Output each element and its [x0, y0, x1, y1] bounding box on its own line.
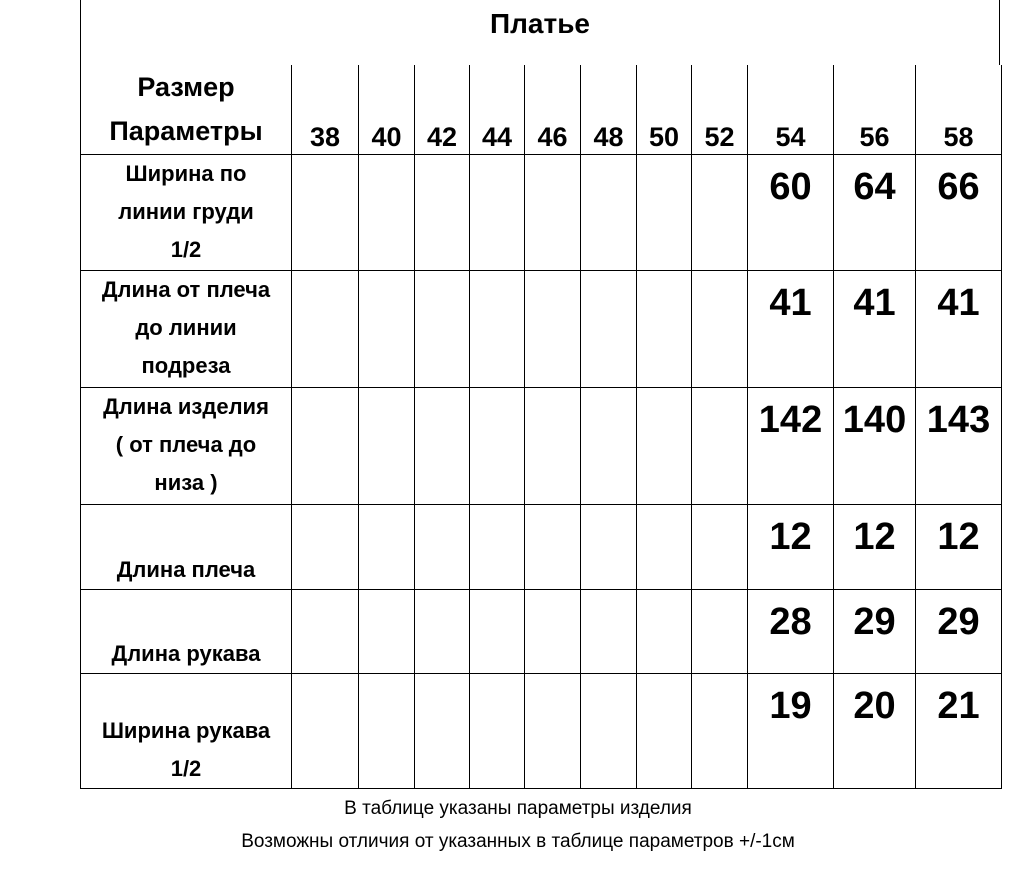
table-row: [81, 154, 1002, 270]
value-cell: 41: [834, 270, 916, 387]
param-label-line: Длина изделия: [103, 393, 269, 419]
value-cell: [525, 589, 581, 673]
value-cell: [525, 504, 581, 589]
value-cell: 29: [916, 589, 1002, 673]
value-cell: 20: [834, 673, 916, 788]
value-cell: 12: [834, 504, 916, 589]
size-chart: [80, 0, 1000, 792]
value-cell: [692, 504, 748, 589]
value-cell: [581, 270, 637, 387]
table-row: [81, 589, 1002, 673]
param-label-line: Длина от плеча: [101, 276, 271, 302]
param-label-line: до линии: [135, 314, 237, 340]
size-header: 44: [470, 65, 525, 154]
value-cell: [637, 589, 692, 673]
value-cell: [359, 504, 415, 589]
value-cell: [415, 387, 470, 504]
value-cell: 21: [916, 673, 1002, 788]
value-cell: [292, 673, 359, 788]
value-cell: [581, 589, 637, 673]
title-cell: [80, 0, 1000, 65]
value-cell: [637, 270, 692, 387]
header-row: [81, 65, 1002, 154]
value-cell: [415, 504, 470, 589]
value-cell: [581, 504, 637, 589]
table-title: Платье: [490, 8, 590, 39]
value-cell: [581, 154, 637, 270]
value-cell: [637, 387, 692, 504]
size-header: 52: [692, 65, 748, 154]
value-cell: [359, 270, 415, 387]
size-header: 50: [637, 65, 692, 154]
value-cell: [415, 589, 470, 673]
value-cell: [581, 387, 637, 504]
table-row: [81, 270, 1002, 387]
table-row: [81, 673, 1002, 788]
value-cell: 12: [916, 504, 1002, 589]
size-header: 54: [748, 65, 834, 154]
value-cell: 29: [834, 589, 916, 673]
value-cell: [637, 154, 692, 270]
value-cell: [470, 270, 525, 387]
value-cell: 12: [748, 504, 834, 589]
param-label-cell: [81, 673, 292, 788]
param-label-line: Ширина по: [125, 160, 247, 186]
param-label-line: низа ): [154, 469, 218, 495]
footnote-params: В таблице указаны параметры изделия: [344, 798, 692, 819]
param-label-cell: [81, 154, 292, 270]
value-cell: [359, 673, 415, 788]
size-header: 38: [292, 65, 359, 154]
value-cell: 142: [748, 387, 834, 504]
value-cell: [470, 589, 525, 673]
value-cell: 41: [916, 270, 1002, 387]
value-cell: [637, 504, 692, 589]
value-cell: [359, 387, 415, 504]
size-table: [80, 65, 1002, 789]
value-cell: [525, 270, 581, 387]
footnote-tolerance: Возможны отличия от указанных в таблице параметров +/-1см: [241, 831, 795, 852]
value-cell: [415, 673, 470, 788]
param-label-line: ( от плеча до: [115, 431, 257, 457]
value-cell: [470, 673, 525, 788]
value-cell: [292, 270, 359, 387]
value-cell: 41: [748, 270, 834, 387]
header-label-params: Параметры: [109, 116, 263, 147]
value-cell: 28: [748, 589, 834, 673]
size-header: 48: [581, 65, 637, 154]
table-row: [81, 387, 1002, 504]
value-cell: 140: [834, 387, 916, 504]
value-cell: 64: [834, 154, 916, 270]
param-label-line: 1/2: [170, 236, 202, 262]
value-cell: [292, 504, 359, 589]
param-label-cell: [81, 270, 292, 387]
size-header: 40: [359, 65, 415, 154]
value-cell: [525, 154, 581, 270]
value-cell: 66: [916, 154, 1002, 270]
param-label-line: Длина рукава: [111, 640, 261, 666]
value-cell: [525, 387, 581, 504]
param-label-cell: [81, 387, 292, 504]
size-header: 42: [415, 65, 470, 154]
value-cell: [292, 154, 359, 270]
param-label-line: 1/2: [170, 755, 202, 781]
value-cell: [470, 154, 525, 270]
param-label-line: линии груди: [118, 198, 254, 224]
value-cell: [692, 589, 748, 673]
value-cell: [359, 154, 415, 270]
param-label-cell: [81, 589, 292, 673]
value-cell: [525, 673, 581, 788]
value-cell: [292, 387, 359, 504]
value-cell: [692, 387, 748, 504]
value-cell: [581, 673, 637, 788]
value-cell: [415, 270, 470, 387]
header-label-size: Размер: [137, 72, 235, 103]
table-row: [81, 504, 1002, 589]
value-cell: [692, 270, 748, 387]
param-label-line: подреза: [141, 352, 231, 378]
value-cell: [470, 504, 525, 589]
header-label-cell: [81, 65, 292, 154]
param-label-line: Ширина рукава: [101, 717, 271, 743]
param-label-cell: [81, 504, 292, 589]
size-header: 58: [916, 65, 1002, 154]
value-cell: [292, 589, 359, 673]
value-cell: 60: [748, 154, 834, 270]
value-cell: [415, 154, 470, 270]
value-cell: 19: [748, 673, 834, 788]
value-cell: [692, 673, 748, 788]
size-header: 46: [525, 65, 581, 154]
value-cell: [692, 154, 748, 270]
value-cell: [637, 673, 692, 788]
param-label-line: Длина плеча: [116, 556, 256, 582]
value-cell: [359, 589, 415, 673]
value-cell: [470, 387, 525, 504]
value-cell: 143: [916, 387, 1002, 504]
size-header: 56: [834, 65, 916, 154]
